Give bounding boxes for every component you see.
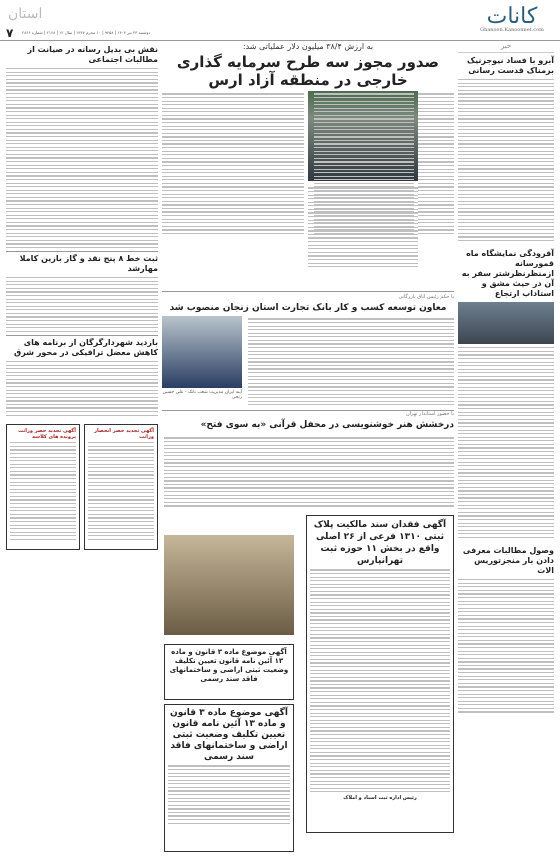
main-kicker: به ارزش ۳۸/۴ میلیون دلار عملیاتی شد: bbox=[242, 42, 374, 51]
event-photo bbox=[164, 535, 294, 635]
article-body bbox=[164, 435, 454, 509]
legal-ad-2-title: آگهی تجدید حصر وراثت پرونده های کلاسه bbox=[18, 427, 76, 440]
left-column bbox=[6, 42, 158, 850]
article-body bbox=[88, 442, 154, 540]
bank-article-kicker: با حکم رئیس اتاق بازرگانی bbox=[398, 294, 454, 300]
bank-article bbox=[162, 291, 454, 406]
quran-event-article bbox=[162, 410, 454, 511]
photo-caption: آینه ایران مدیریت شعب بانک - علی حسین رنجی bbox=[162, 390, 242, 400]
newspaper-logo bbox=[472, 4, 552, 36]
column-c-headline-2: ثبت خط ۸ پنج نقد و گاز بازین کاملا مهارشد bbox=[6, 251, 158, 274]
land-title-ad-2 bbox=[164, 700, 294, 852]
logo-text: کانات bbox=[486, 4, 538, 29]
land-title-ad-1 bbox=[164, 640, 294, 700]
column-section-label: خبر bbox=[458, 42, 554, 53]
article-body bbox=[6, 68, 158, 248]
article-body bbox=[6, 277, 158, 332]
article-body bbox=[310, 569, 450, 792]
deed-ad-title: آگهی فقدان سند مالکیت پلاک ثبتی ۱۳۱۰ فرعی از ۲۶ اصلی واقع در بخش ۱۱ حوزه ثبت تهرانپارس bbox=[313, 520, 447, 566]
column-c-headline-1: نقش بی بدیل رسانه در صیانت از مطالبات اجتماعی bbox=[27, 45, 158, 64]
land-ad-2-title: آگهی موضوع ماده ۳ قانون و ماده ۱۳ آئین نامه قانون تعیین تکلیف وضعیت ثبتی اراضی و ساختمانهای فاقد سند رسمی bbox=[170, 708, 288, 762]
page-header bbox=[0, 0, 560, 41]
article-body bbox=[418, 91, 454, 237]
quran-article-headline: درخشش هنر خوشنویسی در محفل قرآنی «به سوی فتح» bbox=[200, 420, 454, 430]
bank-article-headline: معاون توسعه کسب و کار بانک تجارت استان زنجان منصوب شد bbox=[169, 303, 447, 313]
legal-ad-1-title: آگهی تجدید حصر انحصار وراثت bbox=[94, 427, 154, 440]
legal-ad-2 bbox=[6, 424, 80, 550]
article-body bbox=[458, 79, 554, 241]
dateline: دوشنبه ۲۳ تیر ۱۴۰۴ | ۹۴۵۸ | ۱۰ محرم ۱۴۴۷ | سال ۱۲ | ۲۱۶۸ | شماره ۲۸۶۶ bbox=[22, 30, 151, 35]
deed-ad-signature: رئیس اداره ثبت اسناد و املاک bbox=[343, 794, 417, 801]
section-title: استان bbox=[8, 6, 43, 22]
main-headline: صدور مجوز سه طرح سرمایه گذاری خارجی در منطقه آزاد ارس bbox=[176, 53, 440, 89]
logo-subtitle: Ghanoon.Kanoonnet.com bbox=[480, 27, 544, 33]
land-ad-1-title: آگهی موضوع ماده ۳ قانون و ماده ۱۳ آئین نامه قانون تعیین تکلیف وضعیت ثبتی اراضی و ساختمانهای فاقد سند رسمی bbox=[169, 648, 289, 683]
article-photo bbox=[458, 302, 554, 344]
article-body bbox=[458, 347, 554, 538]
article-body bbox=[248, 316, 454, 408]
page-number: ۷ bbox=[6, 26, 14, 40]
bank-article-photo bbox=[162, 316, 242, 388]
right-column bbox=[458, 42, 554, 850]
article-body bbox=[162, 91, 304, 237]
property-deed-ad bbox=[306, 515, 454, 833]
legal-ad-1 bbox=[84, 424, 158, 550]
quran-article-kicker: با حضور استاندار تهران bbox=[405, 411, 454, 417]
quran-event-photos bbox=[164, 535, 294, 635]
article-body bbox=[6, 361, 158, 416]
column-a-headline-3: وصول مطالبات معرفی دادن بار منجزتوریس الات bbox=[462, 546, 554, 576]
column-c-headline-3: بازدید شهردارگرگان از برنامه های کاهش معضل ترافیکی در محور شرق bbox=[6, 335, 158, 358]
article-body bbox=[10, 442, 76, 540]
column-a-headline-1: آبرو با فساد نیوجرنیک برمناک قدست رسانی bbox=[466, 56, 554, 75]
column-a-headline-2: آقرودگی نمایشگاه ماه قمورسانه ازمنظرنظرشتر سفر به آن در حیث مشق و استاداب ارتجاع bbox=[461, 249, 554, 299]
article-body bbox=[458, 579, 554, 713]
article-body bbox=[168, 765, 290, 823]
main-article bbox=[162, 91, 454, 291]
article-body bbox=[308, 185, 418, 270]
